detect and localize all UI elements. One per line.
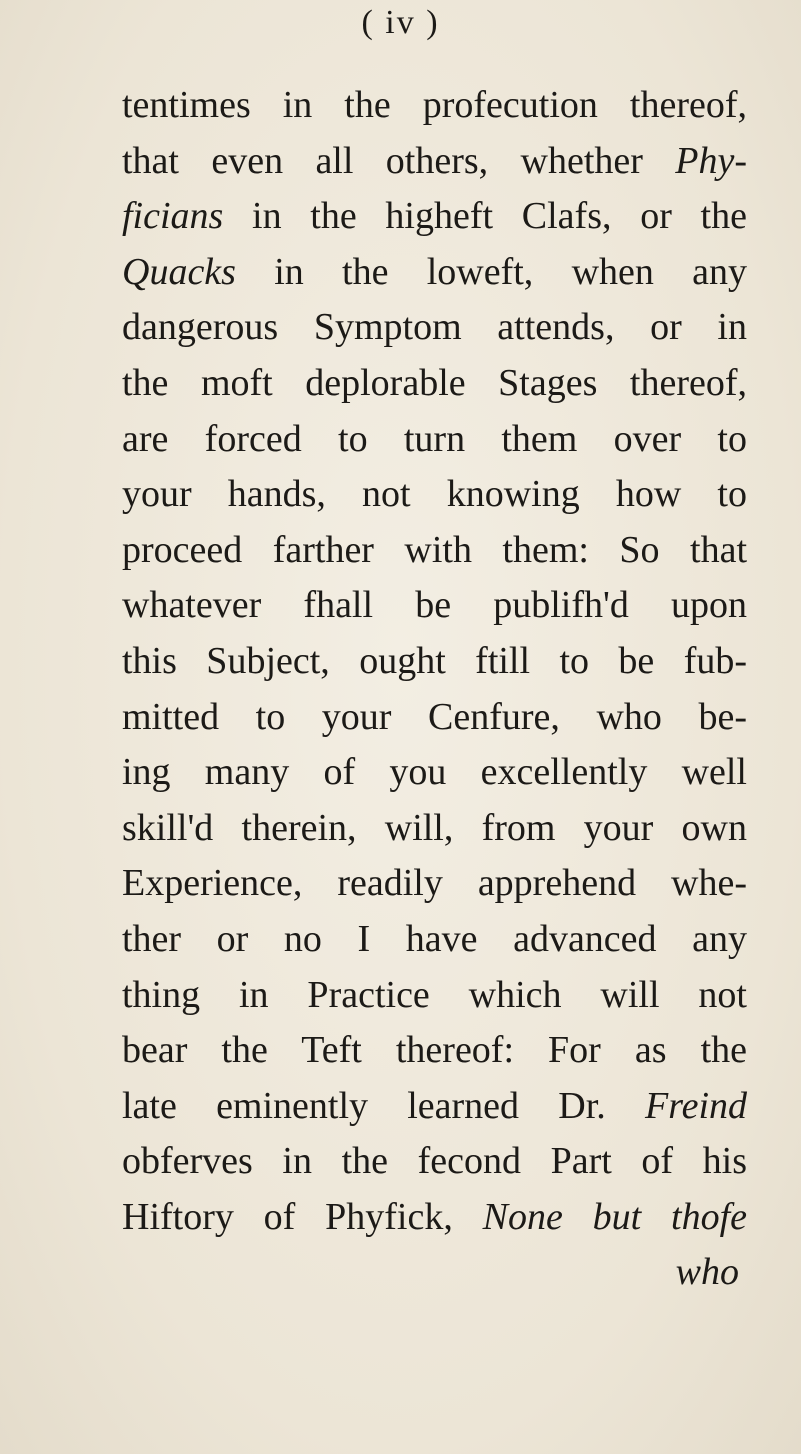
text-segment: Hiftory of Phyfick,: [122, 1195, 483, 1238]
text-segment: in the higheft Clafs, or the: [223, 195, 747, 238]
text-line: [122, 801, 747, 857]
text-line: [122, 189, 747, 245]
text-line: [122, 134, 747, 190]
text-segment: ther or no I have advanced any: [122, 917, 747, 960]
body-text: [122, 78, 747, 1301]
text-line: [122, 968, 747, 1024]
text-segment: in the loweft, when any: [235, 250, 747, 293]
text-segment: tentimes in the profecution thereof,: [122, 84, 747, 126]
text-segment: skill'd therein, will, from your own: [122, 806, 747, 849]
text-segment: this Subject, ought ftill to be fub-: [122, 639, 747, 682]
text-line: [122, 578, 747, 634]
text-line: [122, 1079, 747, 1135]
text-line: [122, 523, 747, 579]
text-segment: are forced to turn them over to: [122, 417, 747, 460]
text-segment: your hands, not knowing how to: [122, 473, 747, 516]
italic-text-segment: Quacks: [122, 250, 236, 293]
text-line: [122, 634, 747, 690]
text-segment: dangerous Symptom attends, or in: [122, 306, 747, 349]
italic-text-segment: Phy-: [675, 139, 747, 182]
page-number: ( iv ): [361, 4, 440, 41]
text-segment: that even all others, whether: [122, 139, 676, 182]
text-line: [122, 356, 747, 412]
text-segment: thing in Practice which will not: [122, 973, 747, 1016]
text-line: [122, 245, 747, 301]
text-line: [122, 78, 747, 134]
text-segment: ing many of you excellently well: [122, 751, 747, 794]
text-segment: whatever fhall be publifh'd upon: [122, 584, 747, 627]
italic-text-segment: None but thofe: [482, 1195, 747, 1238]
text-line: [122, 300, 747, 356]
text-segment: late eminently learned Dr.: [122, 1084, 645, 1127]
text-line: [122, 690, 747, 746]
text-line: [122, 1134, 747, 1190]
text-line: [122, 856, 747, 912]
text-line: [122, 467, 747, 523]
text-line: [122, 412, 747, 468]
text-segment: obferves in the fecond Part of his: [122, 1140, 747, 1183]
catchword: who: [675, 1251, 739, 1294]
text-segment: bear the Teft thereof: For as the: [122, 1029, 747, 1072]
text-line: [122, 745, 747, 801]
text-segment: mitted to your Cenfure, who be-: [122, 695, 747, 738]
text-line: [122, 1190, 747, 1246]
italic-text-segment: ficians: [122, 195, 224, 238]
text-segment: proceed farther with them: So that: [122, 528, 747, 571]
text-line: [122, 1023, 747, 1079]
text-segment: the moft deplorable Stages thereof,: [122, 361, 747, 404]
text-segment: Experience, readily apprehend whe-: [122, 862, 747, 905]
italic-text-segment: Freind: [644, 1084, 747, 1127]
text-line: [122, 912, 747, 968]
